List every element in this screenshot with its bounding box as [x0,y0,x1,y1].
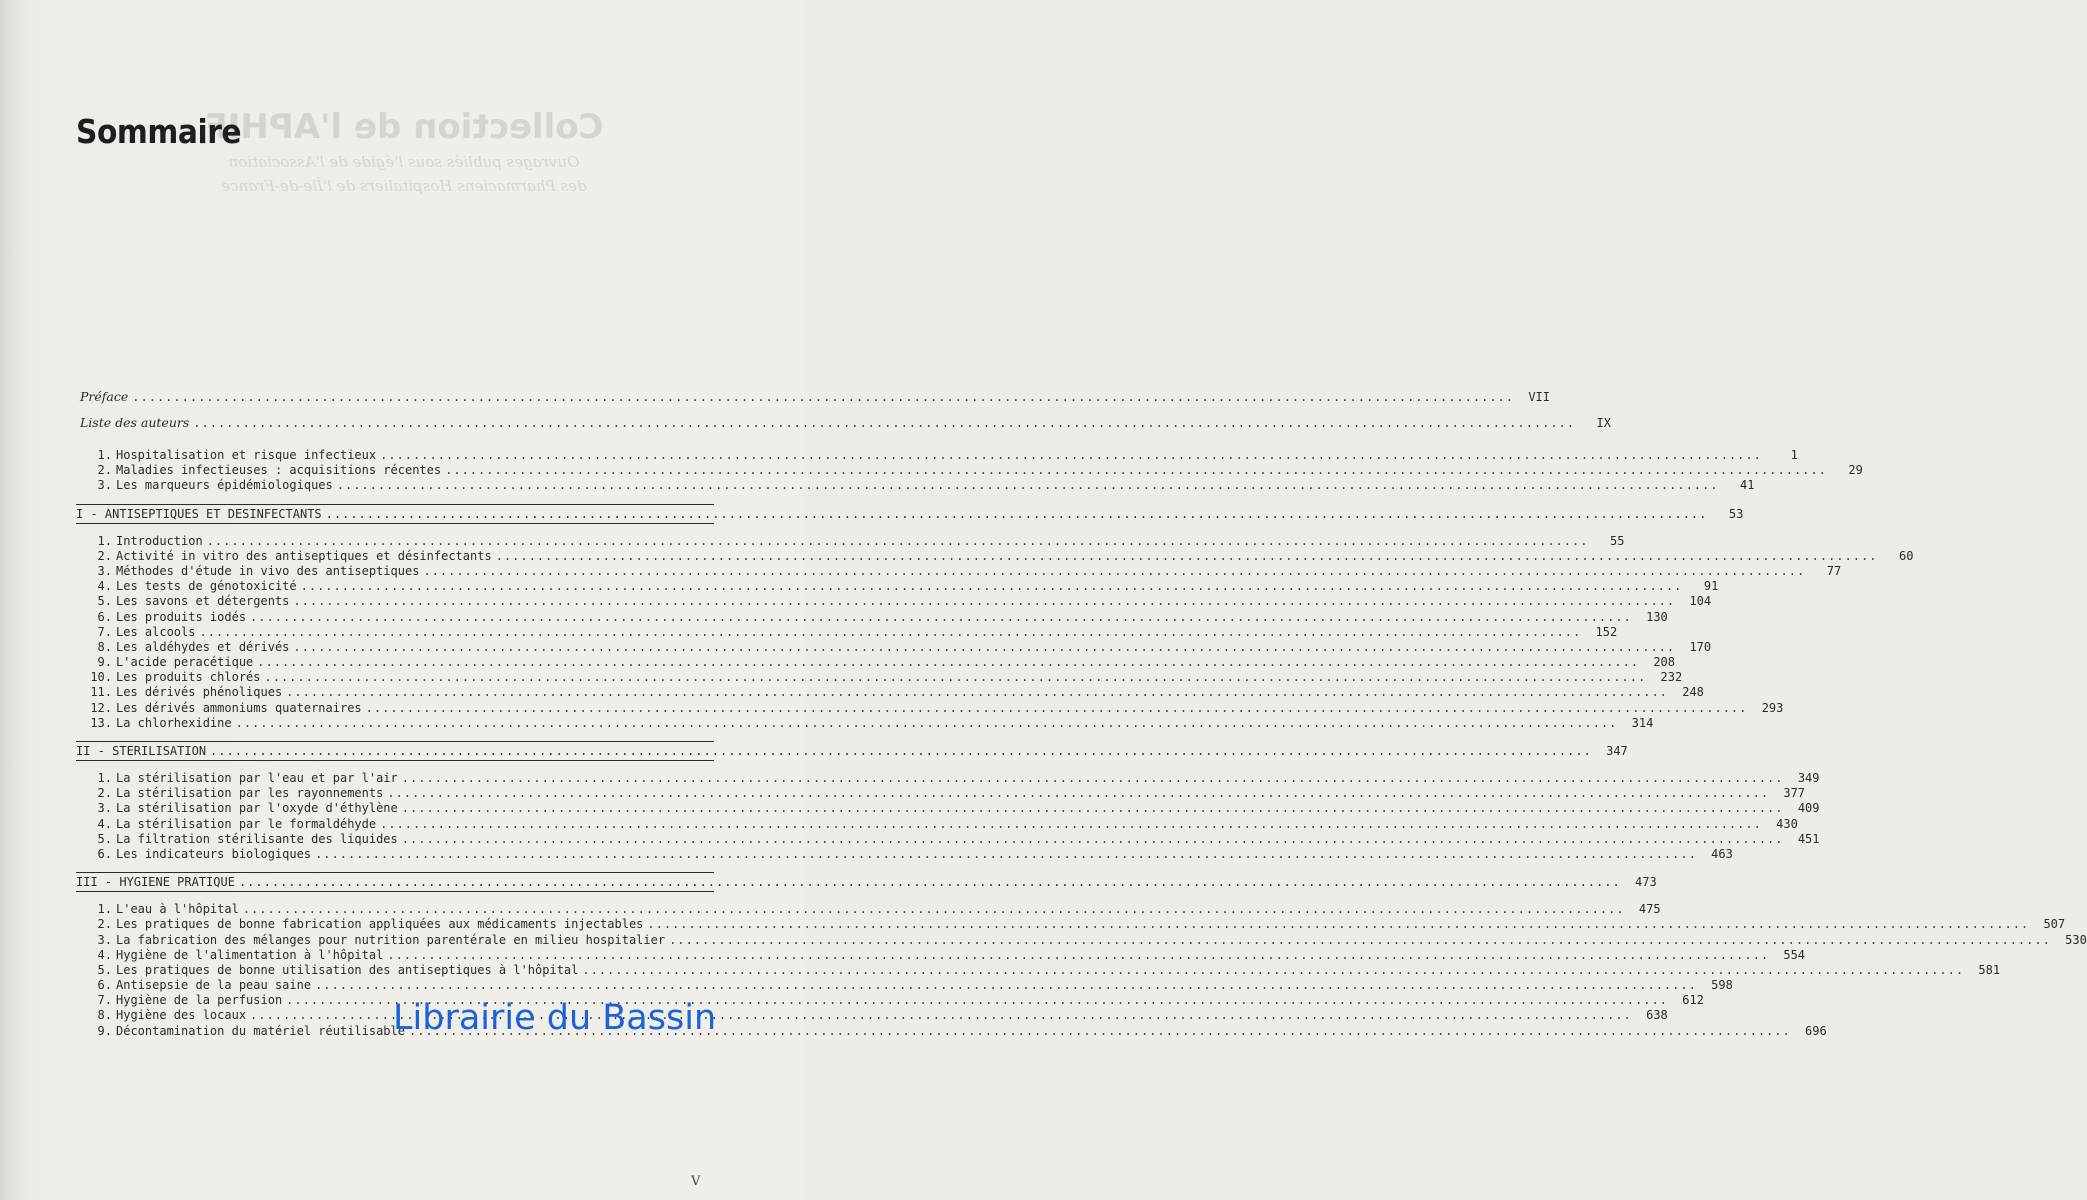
entry-title: Liste des auteurs [80,415,190,430]
dot-leader [387,948,1769,963]
dot-leader [337,478,1719,493]
toc-entry[interactable] [76,700,1784,716]
entry-title: Les indicateurs biologiques [116,846,312,861]
toc-entry[interactable] [76,594,1712,609]
toc-entry[interactable] [76,655,1676,670]
entry-page: 55 [1609,533,1625,548]
section-heading[interactable] [76,872,1657,892]
entry-title: Préface [80,389,129,404]
entry-number: 4. [97,947,112,962]
entry-title: Hospitalisation et risque infectieux [116,448,377,462]
entry-title: Méthodes d'étude in vivo des antiseptiques [116,563,420,578]
toc-entry[interactable] [76,786,1806,801]
entry-page: 638 [1646,1008,1668,1023]
entry-title: La stérilisation par l'oxyde d'éthylène [116,801,398,816]
entry-page: 248 [1682,685,1704,700]
toc-entry[interactable] [76,463,1863,478]
entry-number: 2. [97,463,112,478]
entry-number: 9. [97,655,112,670]
dot-leader [293,640,1675,655]
entry-page: 349 [1797,771,1820,785]
toc-entry[interactable] [76,715,1654,731]
dot-leader [380,817,1762,832]
entry-number: 3. [97,563,112,578]
table-of-contents [76,388,2087,1039]
entry-page: 475 [1638,902,1661,917]
entry-page: 29 [1848,463,1863,478]
entry-number: 13. [90,715,112,730]
entry-page: 77 [1826,563,1842,578]
toc-entry[interactable] [76,579,1719,594]
entry-title: L'acide peracétique [116,655,254,670]
entry-page: 170 [1689,639,1712,654]
toc-entry[interactable] [76,533,1625,549]
section-title: I - ANTISEPTIQUES ET DESINFECTANTS [76,506,322,521]
entry-number: 5. [97,594,112,609]
dot-leader [445,463,1827,478]
toc-entry[interactable] [76,563,1842,579]
entry-page: 430 [1776,816,1798,831]
toc-entry[interactable] [76,902,1661,917]
entry-title: Les aldéhydes et dérivés [116,639,290,654]
toc-entry[interactable] [76,801,1820,816]
spacer [76,440,714,448]
dot-leader [286,685,1668,700]
dot-leader [366,701,1748,716]
dot-leader [582,963,1964,978]
entry-page: 451 [1797,831,1820,846]
entry-title: Les pratiques de bonne fabrication appliquées aux médicaments injectables [116,917,644,932]
entry-page: 696 [1805,1023,1827,1038]
entry-page: 463 [1711,846,1733,861]
toc-entry[interactable] [76,548,1914,564]
dot-leader [669,933,2051,948]
entry-title: Décontamination du matériel réutilisable [116,1023,405,1038]
entry-number: 2. [97,786,112,801]
entry-number: 5. [97,962,112,977]
toc-entry[interactable] [76,932,2087,948]
entry-number: 12. [90,700,112,715]
dot-leader [132,388,1514,406]
dot-leader [387,786,1769,801]
entry-page: 314 [1631,715,1654,730]
toc-entry[interactable] [76,685,1704,700]
entry-number: 10. [90,670,112,685]
entry-title: La stérilisation par les rayonnements [116,786,384,801]
entry-number: 11. [90,685,112,700]
entry-page: 60 [1898,548,1914,563]
entry-page: 130 [1646,609,1668,624]
dot-leader [402,801,1784,816]
toc-entry[interactable] [76,388,1550,406]
entry-page: IX [1596,416,1611,430]
entry-title: Les dérivés ammoniums quaternaires [116,700,362,715]
entry-title: La chlorhexidine [116,715,232,730]
entry-page: 208 [1653,655,1676,670]
page-number: V [691,1174,701,1189]
entry-title: Antisepsie de la peau saine [116,978,312,993]
entry-page: 530 [2065,932,2087,947]
toc-entry[interactable] [76,831,1820,847]
entry-title: Les pratiques de bonne utilisation des antiseptiques à l'hôpital [116,962,579,977]
ghost-line: des Pharmaciens Hospitaliers de l'Île-de-France [221,177,587,195]
section-heading[interactable] [76,504,1744,524]
toc-entry[interactable] [76,478,1755,493]
ghost-title: Collection de l'APHIF [204,107,604,147]
entry-title: Hygiène des locaux [116,1008,247,1023]
entry-title: Les alcools [116,624,196,639]
toc-entry[interactable] [76,639,1712,655]
entry-title: La fabrication des mélanges pour nutrition parentérale en milieu hospitalier [116,932,666,947]
toc-entry[interactable] [76,816,1798,832]
entry-page: 554 [1783,947,1806,962]
entry-number: 5. [97,831,112,846]
dot-leader [210,744,1592,758]
entry-number: 7. [97,993,112,1008]
entry-number: 1. [97,533,112,548]
entry-page: 598 [1711,978,1733,993]
entry-number: 8. [97,1008,112,1023]
entry-number: 9. [97,1023,112,1038]
entry-title: Les savons et détergents [116,594,290,609]
dot-leader [236,716,1618,731]
spacer [76,406,714,414]
page-title: Sommaire [76,112,242,151]
entry-number: 3. [97,478,112,493]
entry-title: Hygiène de l'alimentation à l'hôpital [116,947,384,962]
entry-title: Maladies infectieuses : acquisitions récentes [116,463,442,478]
dot-leader [402,832,1784,847]
entry-page: 507 [2043,917,2066,932]
entry-page: 91 [1703,579,1719,594]
dot-leader [647,917,2029,932]
entry-title: La stérilisation par le formaldéhyde [116,816,377,831]
section-page: 347 [1606,744,1628,758]
entry-title: Introduction [116,533,203,548]
entry-number: 3. [97,801,112,816]
dot-leader [243,902,1625,917]
section-heading[interactable] [76,741,1628,761]
entry-page: 409 [1797,801,1820,816]
entry-page: 377 [1783,786,1806,801]
entry-number: 6. [97,978,112,993]
dot-leader [239,875,1621,889]
entry-page: 1 [1790,448,1798,462]
entry-number: 2. [97,917,112,932]
entry-title: La stérilisation par l'eau et par l'air [116,771,398,785]
dot-leader [380,448,1762,463]
entry-title: Les produits chlorés [116,670,261,685]
entry-number: 1. [97,902,112,917]
entry-title: Activité in vitro des antiseptiques et désinfectants [116,548,492,563]
entry-number: 7. [97,624,112,639]
toc-entry[interactable] [76,670,1683,685]
entry-page: 293 [1761,700,1784,715]
entry-number: 8. [97,639,112,654]
entry-number: 2. [97,548,112,563]
entry-title: Les tests de génotoxicité [116,579,297,594]
toc-entry[interactable] [76,771,1820,786]
watermark-logo: Librairie du Bassin [393,998,717,1038]
entry-page: VII [1528,390,1550,404]
toc-entry[interactable] [76,448,1798,463]
entry-title: L'eau à l'hôpital [116,902,239,917]
entry-page: 581 [1978,962,2001,977]
ghost-line: Ouvrages publiés sous l'égide de l'Association [228,153,580,171]
dot-leader [301,579,1683,594]
dot-leader [496,549,1878,564]
toc-entry[interactable] [76,962,2001,978]
dot-leader [423,564,1805,579]
entry-title: Hygiène de la perfusion [116,993,283,1008]
section-page: 53 [1728,506,1744,521]
dot-leader [326,507,1708,521]
entry-number: 1. [97,448,112,462]
toc-entry[interactable] [76,624,1618,640]
entry-number: 3. [97,932,112,947]
dot-leader [293,594,1675,609]
entry-page: 152 [1595,624,1618,639]
dot-leader [257,655,1639,670]
entry-number: 6. [97,609,112,624]
entry-title: Les dérivés phénoliques [116,685,283,700]
dot-leader [199,625,1581,640]
toc-entry[interactable] [76,947,1806,963]
entry-number: 1. [97,771,112,785]
dot-leader [250,610,1632,625]
toc-entry[interactable] [76,978,1733,993]
entry-number: 6. [97,846,112,861]
toc-entry[interactable] [76,414,1611,432]
dot-leader [207,534,1589,549]
entry-page: 612 [1682,993,1704,1008]
dot-leader [193,414,1575,432]
entry-page: 232 [1660,670,1683,685]
entry-number: 4. [97,579,112,594]
entry-number: 4. [97,816,112,831]
dot-leader [315,847,1697,862]
toc-entry[interactable] [76,846,1733,862]
entry-title: Les marqueurs épidémiologiques [116,478,333,493]
toc-entry[interactable] [76,917,2066,932]
toc-entry[interactable] [76,609,1668,625]
entry-page: 104 [1689,594,1712,609]
entry-page: 41 [1740,478,1755,493]
entry-title: La filtration stérilisante des liquides [116,831,398,846]
section-page: 473 [1635,875,1657,890]
dot-leader [402,771,1784,786]
dot-leader [265,670,1647,685]
entry-title: Les produits iodés [116,609,247,624]
section-title: III - HYGIENE PRATIQUE [76,875,235,890]
section-title: II - STERILISATION [76,744,207,758]
spacer [76,432,714,440]
dot-leader [315,978,1697,993]
